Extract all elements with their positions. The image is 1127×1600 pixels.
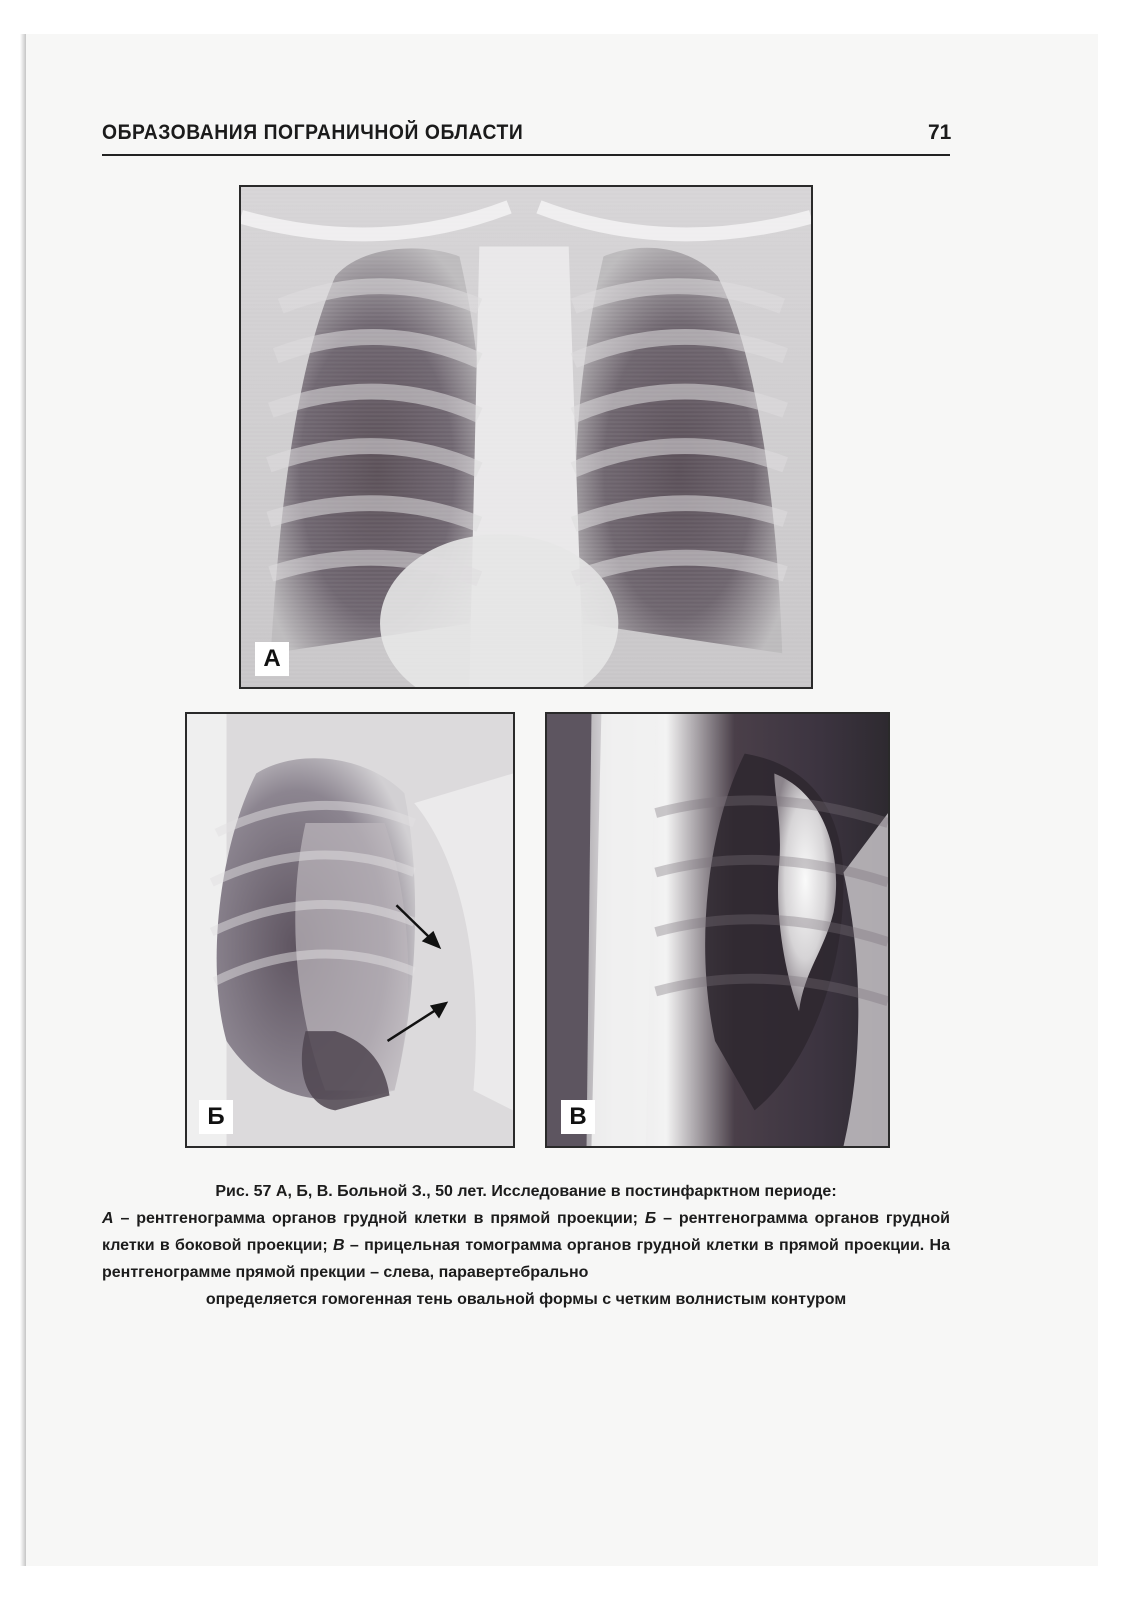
figure-label-a: А xyxy=(255,642,289,676)
xray-lateral-image xyxy=(187,714,513,1146)
xray-tomogram-c xyxy=(545,712,890,1148)
xray-tomogram-image xyxy=(547,714,888,1146)
caption-a-letter: А xyxy=(102,1210,114,1227)
caption-line-1: Рис. 57 А, Б, В. Больной З., 50 лет. Исследование в постинфарктном периоде: xyxy=(215,1183,837,1200)
scan-margin-top xyxy=(0,0,90,34)
caption-last-line: определяется гомогенная тень овальной формы с четким волнистым контуром xyxy=(205,1291,847,1308)
header-rule xyxy=(102,154,950,156)
xray-frontal-a xyxy=(239,185,813,689)
scan-margin-bottom xyxy=(0,1566,90,1600)
xray-frontal-image xyxy=(241,187,811,687)
caption-body xyxy=(102,1205,950,1286)
xray-lateral-b xyxy=(185,712,515,1148)
caption-b-letter: Б xyxy=(644,1210,657,1227)
caption-a-text: – рентгенограмма органов грудной клетки в прямой проекции; xyxy=(113,1210,645,1227)
figure-label-b: Б xyxy=(199,1100,233,1134)
caption-c-text: – прицельная томограмма органов грудной клетки в прямой проекции. На рентгенограмме прямой прекции – слева, паравертебрально xyxy=(102,1237,950,1281)
figure-label-c: В xyxy=(561,1100,595,1134)
caption-c-letter: В xyxy=(333,1237,345,1254)
figure-caption xyxy=(102,1178,950,1313)
page-number: 71 xyxy=(928,121,952,144)
running-header-title: ОБРАЗОВАНИЯ ПОГРАНИЧНОЙ ОБЛАСТИ xyxy=(102,121,524,144)
caption-b-text: – рентгенограмма органов грудной клетки в боковой проекции; xyxy=(102,1210,950,1254)
